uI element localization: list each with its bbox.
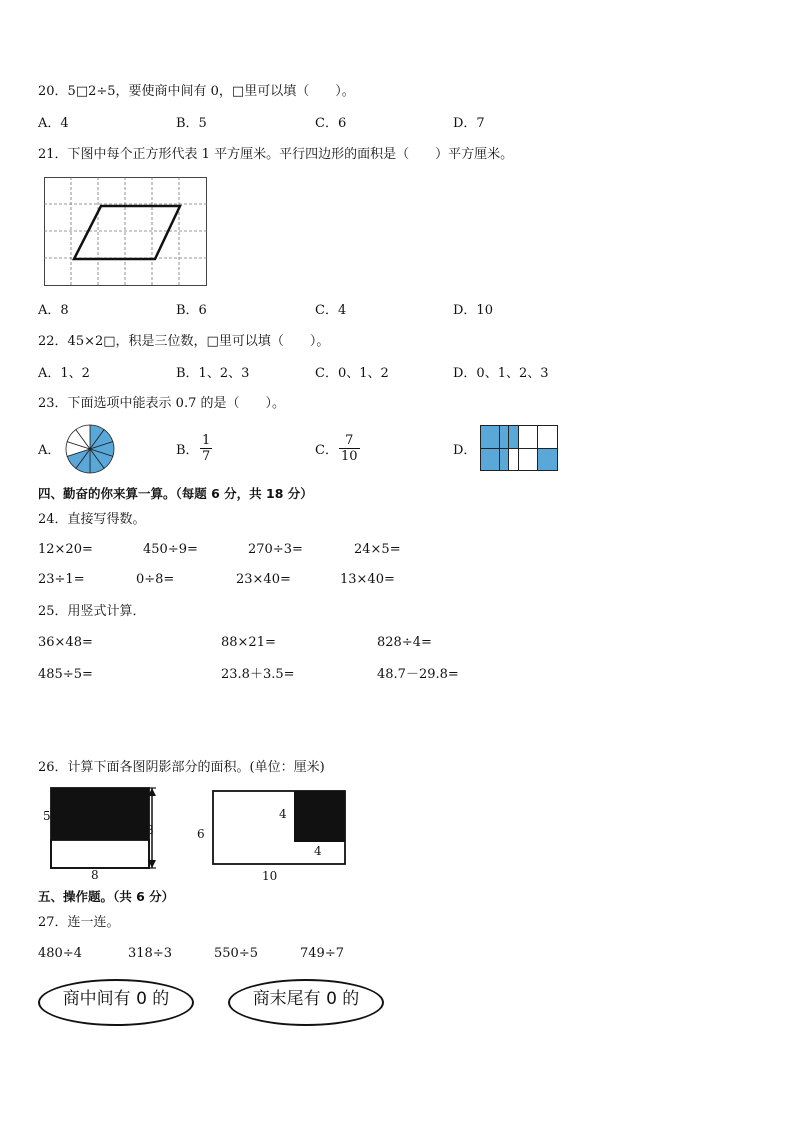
q25-item: 36×48=	[38, 635, 93, 650]
section4-title: 四、勤奋的你来算一算。（每题 6 分，共 18 分）	[38, 486, 313, 501]
q20-option-d[interactable]: D．7	[453, 116, 485, 131]
q24-item: 270÷3=	[248, 542, 303, 557]
q27-expression[interactable]: 318÷3	[128, 946, 172, 961]
oval-label: 商末尾有 0 的	[252, 989, 360, 1009]
q21-option-c[interactable]: C．4	[315, 303, 347, 318]
grid-cell	[500, 426, 509, 449]
q27-oval-middle-zero[interactable]	[38, 979, 194, 1026]
oval-label: 商中间有 0 的	[62, 989, 170, 1009]
q23-fraction-b	[200, 433, 212, 464]
q27-oval-end-zero[interactable]	[228, 979, 384, 1026]
section5-title: 五、操作题。（共 6 分）	[38, 889, 175, 904]
q22-option-b[interactable]: B．1、2、3	[176, 366, 250, 381]
q27-stem: 27．连一连。	[38, 915, 120, 930]
grid-cell	[519, 449, 538, 471]
grid-cell	[509, 449, 519, 471]
q22-stem: 22．45×2□，积是三位数，□里可以填（ ）。	[38, 334, 330, 349]
q22-option-c[interactable]: C．0、1、2	[315, 366, 389, 381]
q24-item: 13×40=	[340, 572, 395, 587]
parallelogram	[74, 206, 180, 259]
q21-option-d[interactable]: D．10	[453, 303, 493, 318]
q21-stem: 21．下图中每个正方形代表 1 平方厘米。平行四边形的面积是（ ）平方厘米。	[38, 147, 514, 162]
grid-cell	[519, 426, 538, 449]
q23-option-b-label[interactable]: B．	[176, 443, 199, 458]
q27-expression[interactable]: 749÷7	[300, 946, 344, 961]
q26-stem: 26．计算下面各图阴影部分的面积。(单位：厘米)	[38, 760, 325, 775]
fig2-left-label: 6	[197, 827, 205, 841]
q24-item: 23÷1=	[38, 572, 85, 587]
q24-item: 0÷8=	[136, 572, 175, 587]
q24-item: 12×20=	[38, 542, 93, 557]
grid-cell	[481, 426, 500, 449]
q21-option-a[interactable]: A．8	[38, 303, 69, 318]
q23-fraction-c	[339, 433, 360, 464]
grid-cell	[538, 426, 558, 449]
q25-stem: 25．用竖式计算．	[38, 604, 146, 619]
q24-item: 450÷9=	[143, 542, 198, 557]
q27-expression[interactable]: 550÷5	[214, 946, 258, 961]
q23-option-d-label[interactable]: D．	[453, 443, 477, 458]
q24-item: 23×40=	[236, 572, 291, 587]
grid-cell	[500, 449, 509, 471]
q25-item: 828÷4=	[377, 635, 432, 650]
q20-stem: 20．5□2÷5，要使商中间有 0，□里可以填（ ）。	[38, 84, 355, 99]
q25-item: 48.7－29.8=	[377, 667, 459, 682]
q25-item: 23.8＋3.5=	[221, 667, 295, 682]
q23-stem: 23．下面选项中能表示 0.7 的是（ ）。	[38, 396, 285, 411]
q23-option-a-label[interactable]: A．	[38, 443, 61, 458]
q23-option-c-label[interactable]: C．	[315, 443, 338, 458]
q23-pie-figure	[64, 423, 116, 475]
q20-option-c[interactable]: C．6	[315, 116, 347, 131]
q27-expression[interactable]: 480÷4	[38, 946, 82, 961]
fraction-b-numerator: 1	[202, 433, 211, 448]
fig1-bottom-label: 8	[91, 868, 99, 882]
fig1-left-label: 5	[43, 809, 51, 823]
grid-cell	[481, 449, 500, 471]
q21-option-b[interactable]: B．6	[176, 303, 207, 318]
q21-grid-figure	[44, 177, 208, 287]
q22-option-d[interactable]: D．0、1、2、3	[453, 366, 549, 381]
grid-cell	[509, 426, 519, 449]
q26-figure-2	[212, 790, 348, 868]
q25-item: 88×21=	[221, 635, 276, 650]
q20-option-b[interactable]: B．5	[176, 116, 207, 131]
grid-cell	[538, 449, 558, 471]
q25-item: 485÷5=	[38, 667, 93, 682]
q23-grid-figure	[480, 425, 558, 471]
fig2-bottom-label: 10	[262, 869, 278, 883]
q24-item: 24×5=	[354, 542, 401, 557]
fraction-c-denominator: 10	[341, 449, 358, 464]
q22-option-a[interactable]: A．1、2	[38, 366, 90, 381]
fig1-right-label: 8	[146, 823, 154, 837]
q24-stem: 24．直接写得数。	[38, 512, 146, 527]
fraction-b-denominator: 7	[202, 449, 211, 464]
fig2-inner-top-label: 4	[279, 807, 287, 821]
q20-option-a[interactable]: A．4	[38, 116, 69, 131]
fraction-c-numerator: 7	[345, 433, 354, 448]
fig2-inner-right-label: 4	[314, 844, 322, 858]
